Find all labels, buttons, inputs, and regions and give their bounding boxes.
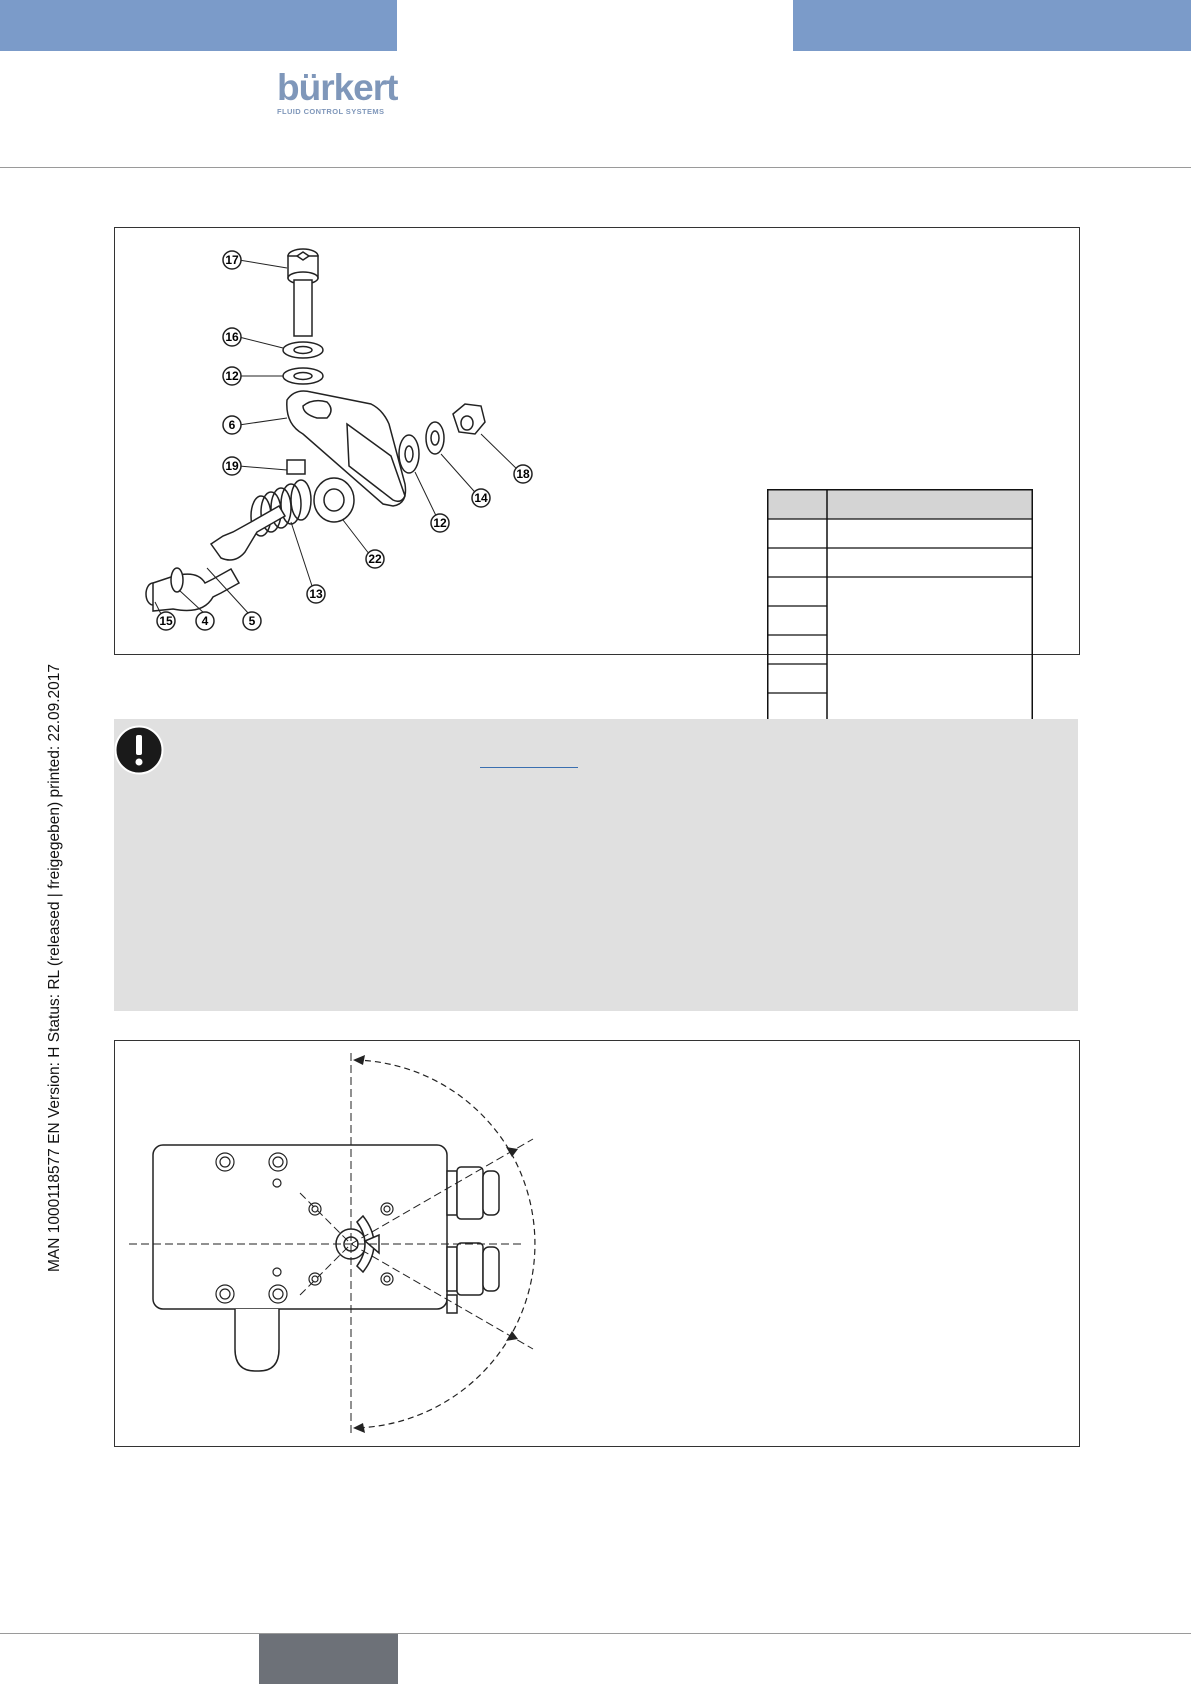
burkert-logo (277, 68, 397, 120)
exploded-parts-figure (114, 227, 1080, 655)
callout-22 (366, 550, 384, 568)
callout-4 (196, 612, 214, 630)
callout-6-label: 6 (228, 418, 236, 432)
callout-14-label: 14 (474, 491, 488, 505)
callout-19-label: 19 (225, 459, 239, 473)
footer-divider (0, 1633, 1191, 1634)
callout-16 (223, 328, 241, 346)
callout-15 (157, 612, 175, 630)
callout-5-label: 5 (248, 614, 256, 628)
footer-page-block (259, 1634, 398, 1684)
callout-19 (223, 457, 241, 475)
header-band-left (0, 0, 397, 51)
callout-15-label: 15 (159, 614, 173, 628)
callout-12-top (223, 367, 241, 385)
housing-outline (153, 1145, 447, 1371)
header-divider (0, 167, 1191, 168)
callout-18 (514, 465, 532, 483)
callout-17 (223, 251, 241, 269)
callout-12-right (431, 514, 449, 532)
nut-and-washers-right (399, 404, 485, 473)
important-note-box (114, 719, 1078, 1011)
callout-12-right-label: 12 (433, 516, 447, 530)
cable-glands (447, 1167, 499, 1313)
callout-16-label: 16 (225, 330, 239, 344)
logo-word: bürkert (277, 67, 398, 108)
callout-4-label: 4 (201, 614, 209, 628)
positioner-top-view-drawing (115, 1041, 1079, 1446)
callout-18-label: 18 (516, 467, 530, 481)
bushing-part (314, 478, 354, 522)
washer-parts (283, 342, 323, 384)
shaft-part (146, 506, 285, 611)
exclamation-icon (114, 725, 164, 775)
logo-tagline: FLUID CONTROL SYSTEMS (277, 107, 385, 116)
callout-13 (307, 585, 325, 603)
callout-12-top-label: 12 (225, 369, 239, 383)
callout-5 (243, 612, 261, 630)
callout-6 (223, 416, 241, 434)
callout-22-label: 22 (368, 552, 382, 566)
callout-13-label: 13 (309, 587, 323, 601)
socket-screw-part (288, 249, 318, 336)
document-status-margin: MAN 1000118577 EN Version: H Status: RL (released | freigegeben) printed: 22.09.2017 (46, 663, 63, 1272)
callout-17-label: 17 (225, 253, 239, 267)
header-band-right (793, 0, 1191, 51)
callout-14 (472, 489, 490, 507)
rotation-range-figure (114, 1040, 1080, 1447)
note-link-underline[interactable] (480, 767, 578, 768)
